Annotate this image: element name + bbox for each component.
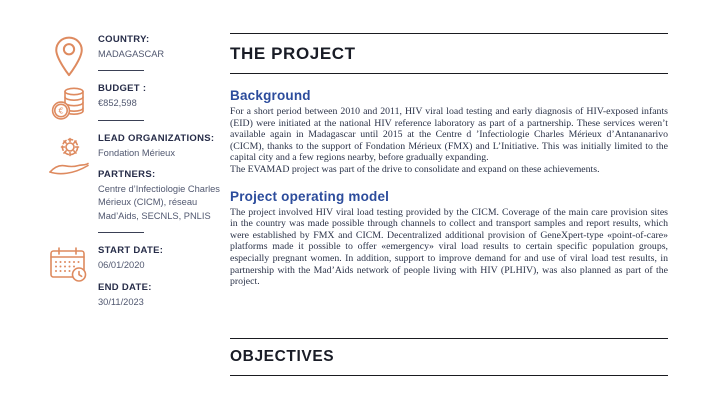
- coins-euro-icon: [40, 83, 98, 124]
- sidebar-divider: [98, 120, 144, 121]
- operating-model-body: [230, 207, 668, 288]
- project-info-sidebar: [40, 34, 226, 318]
- lead-organizations-label: LEAD ORGANIZATIONS:: [98, 132, 215, 144]
- sidebar-dates-text: [98, 245, 226, 318]
- coins-euro-icon: [49, 84, 89, 124]
- partners-value: Centre d’Infectiologie Charles Mérieux (CICM), réseau Mad’Aids, SECNLS, PNLIS: [98, 183, 220, 221]
- objectives-section: [230, 338, 668, 376]
- lead-organizations-value: Fondation Mérieux: [98, 147, 175, 158]
- sidebar-organizations-text: [98, 133, 226, 246]
- sidebar-group-dates: [40, 245, 226, 318]
- location-pin-icon: [40, 34, 98, 79]
- background-section: [230, 88, 668, 176]
- hand-gear-icon: [40, 133, 98, 184]
- svg-text:€: €: [58, 106, 64, 116]
- section-rule: [230, 33, 668, 34]
- budget-label: BUDGET :: [98, 83, 147, 95]
- section-rule: [230, 338, 668, 339]
- objectives-title: OBJECTIVES: [230, 347, 335, 365]
- budget-value: €852,598: [98, 98, 137, 109]
- sidebar-group-organizations: [40, 133, 226, 246]
- country-label: COUNTRY:: [98, 34, 150, 45]
- end-date-label: END DATE:: [98, 281, 152, 293]
- section-rule: [230, 375, 668, 376]
- sidebar-divider: [98, 70, 144, 71]
- hand-gear-icon: [47, 134, 91, 184]
- page-title: THE PROJECT: [230, 44, 356, 63]
- project-main-content: [230, 0, 668, 376]
- country-value: MADAGASCAR: [98, 48, 165, 59]
- calendar-clock-icon: [40, 245, 98, 286]
- background-paragraph: For a short period between 2010 and 2011, HIV viral load testing and early diagnosis of HIV-exposed infants (EID) were initiated at the national HIV reference laboratory as part of a partnership. These services weren’t available again in Madagascar until 2015 at the Centre d ’Infectiologie Charles Mérieux d’Antananarivo (CICM), thanks to the support of Fondation Mérieux (FMX) and L’Initiative. This was initially limited to the capital city and a few regions nearby, before gradually expanding.: [230, 106, 668, 164]
- operating-model-section: [230, 189, 668, 288]
- sidebar-country-text: [98, 34, 226, 83]
- sidebar-budget-text: [98, 83, 226, 132]
- background-heading: Background: [230, 88, 311, 103]
- location-pin-icon: [54, 35, 84, 79]
- background-body: [230, 106, 668, 176]
- start-date-label: START DATE:: [98, 245, 164, 257]
- sidebar-group-budget: [40, 83, 226, 132]
- calendar-clock-icon: [48, 246, 90, 286]
- operating-model-paragraph: The project involved HIV viral load testing provided by the CICM. Coverage of the main care provision sites in the country was made possible through channels to collect and transport samples and report results, which were established by FMX and CICM. Decentralized additional provision of GeneXpert-type «point-of-care» platforms made it possible to offer «emergency» viral load results to certain specific population groups, especially pregnant women. In addition, support to improve demand for and use of viral load test results, in partnership with the Mad’Aids network of people living with HIV (PLHIV), was also planned as part of the project.: [230, 206, 668, 288]
- operating-model-heading: Project operating model: [230, 188, 390, 204]
- partners-label: PARTNERS:: [98, 169, 156, 181]
- background-paragraph: The EVAMAD project was part of the drive to consolidate and expand on these achievements.: [230, 163, 600, 175]
- section-rule: [230, 73, 668, 74]
- end-date-value: 30/11/2023: [98, 296, 144, 307]
- sidebar-group-country: [40, 34, 226, 83]
- start-date-value: 06/01/2020: [98, 260, 145, 271]
- sidebar-divider: [98, 232, 144, 233]
